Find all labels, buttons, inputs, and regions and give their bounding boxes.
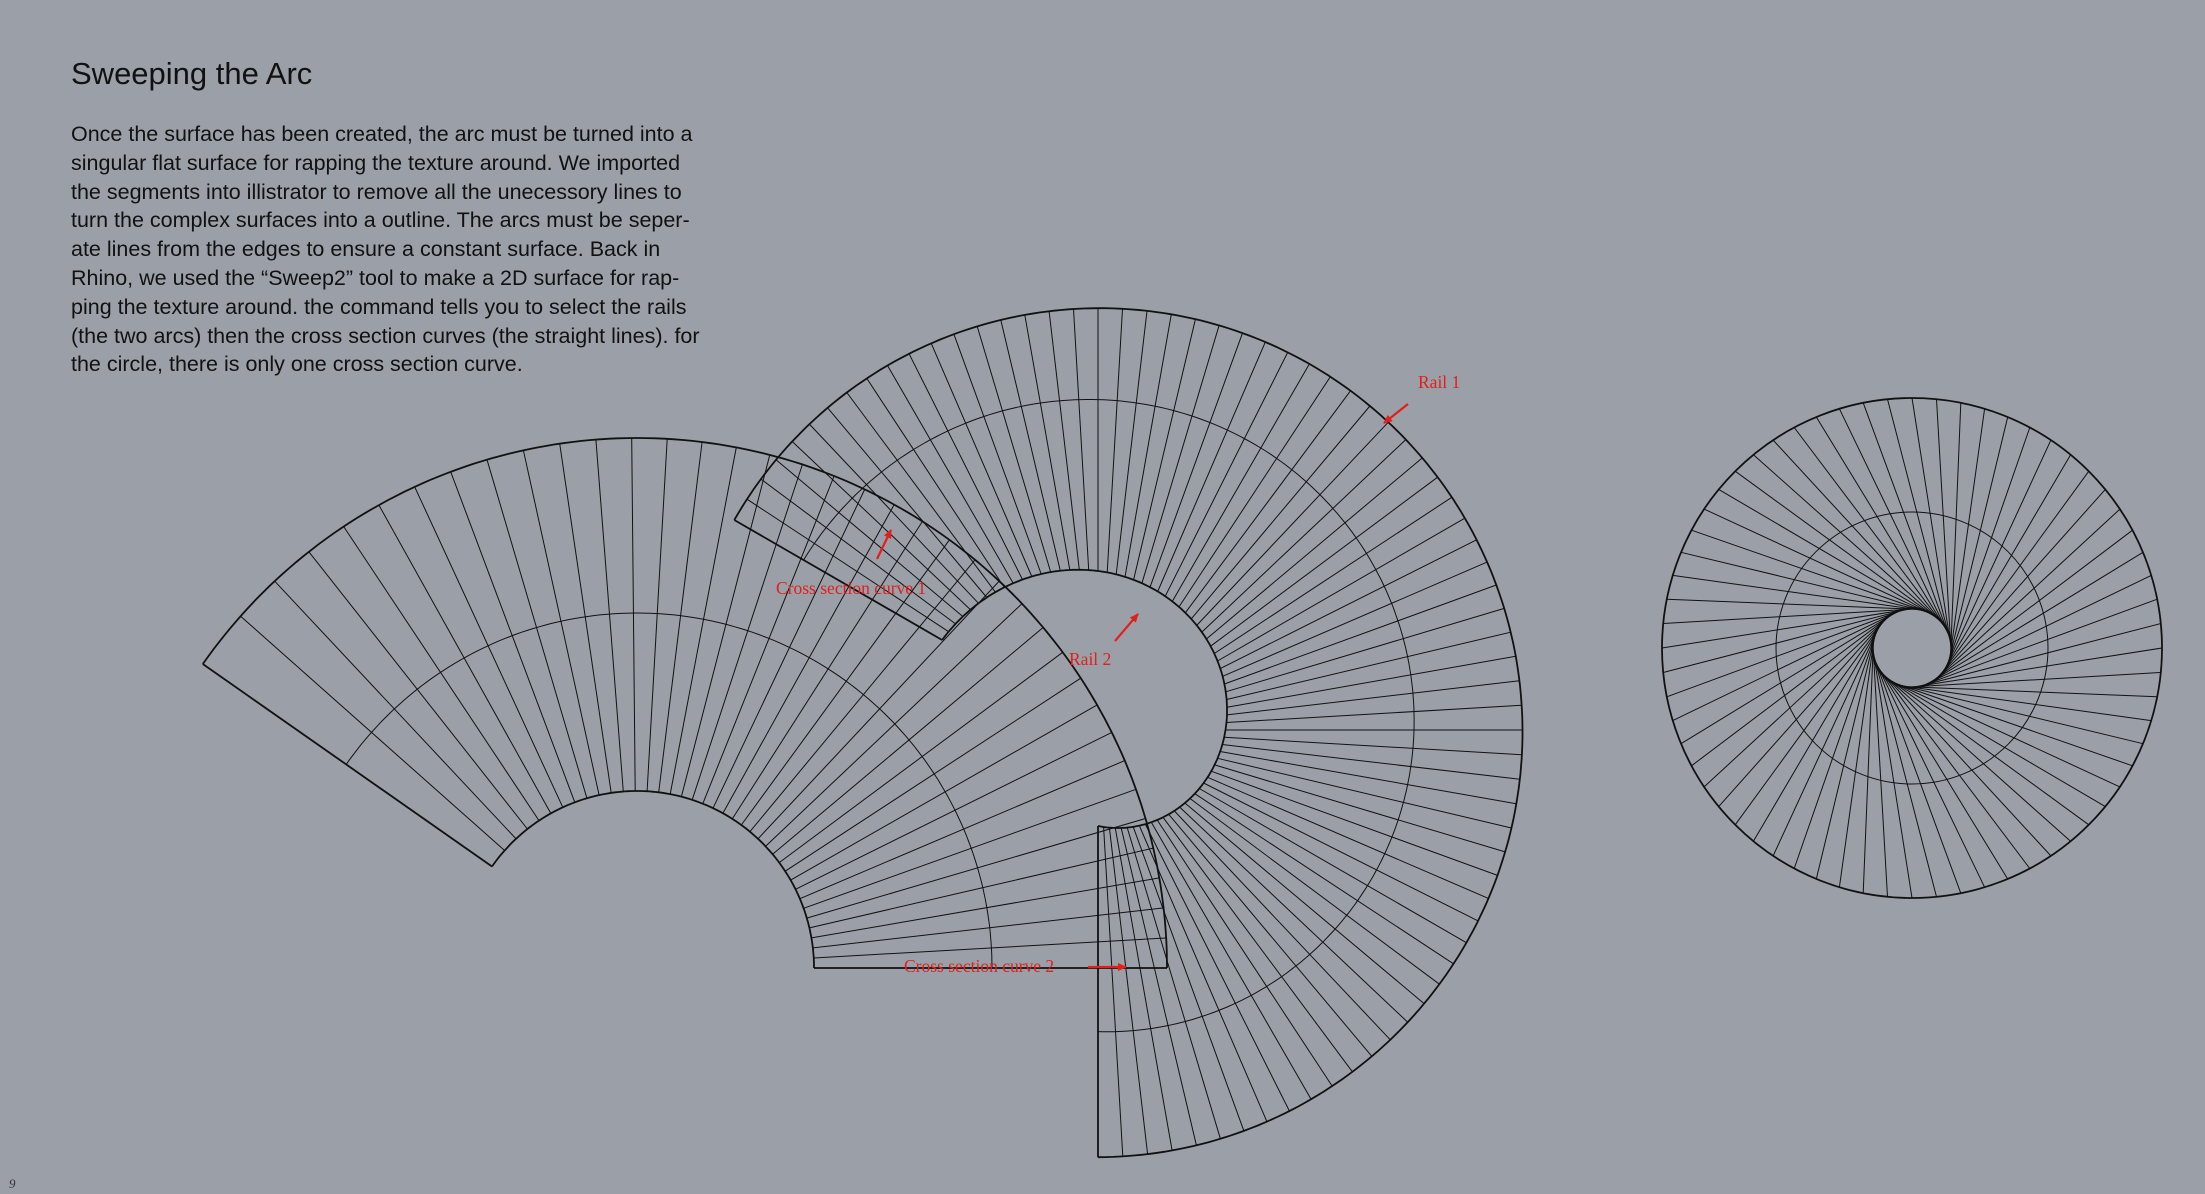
cross-section-line (1197, 422, 1389, 625)
cross-section-line (1001, 320, 1061, 571)
cross-section-line (1874, 660, 2008, 879)
cross-section-line (415, 487, 563, 807)
cross-section-line (1224, 585, 1496, 684)
cross-section-line (1753, 620, 1883, 841)
cross-section-line (1224, 737, 1522, 754)
cross-section-line (560, 444, 612, 793)
cross-section-line (1190, 799, 1439, 985)
rail-1-arrow (1384, 404, 1408, 423)
middle-curve (804, 400, 1415, 1032)
cross-section-line (1125, 314, 1171, 577)
cross-section-line (1887, 679, 2120, 787)
cross-section-line (1884, 677, 2105, 807)
cross-section-line (1211, 771, 1497, 875)
body-line: ate lines from the edges to ensure a constant surface. Back in (71, 237, 661, 262)
cross-section-line (758, 581, 999, 839)
cross-section-line (1227, 656, 1516, 707)
cross-section-line (1115, 828, 1172, 1150)
cross-section-line (1116, 311, 1147, 575)
cross-section-line (1180, 807, 1408, 1022)
rail-2-label: Rail 2 (1069, 649, 1112, 669)
cross-section-line (1924, 552, 2143, 686)
cross-section-line (309, 552, 528, 829)
cross-section-line (732, 521, 922, 819)
cross-section-line (828, 408, 987, 598)
cross-section-line (1735, 471, 1942, 622)
cross-section-line (1195, 794, 1454, 964)
cross-section-line (1134, 319, 1196, 580)
cross-section-line (766, 604, 1022, 847)
cross-section-line (1133, 827, 1244, 1131)
cross-section-line (1174, 811, 1390, 1040)
annotation-rail-2 (1069, 614, 1138, 669)
annotation-rail-1 (1384, 372, 1460, 423)
cross-section-line (909, 354, 1022, 580)
cross-section-line (1227, 681, 1519, 715)
cross-section-line (1948, 417, 2008, 667)
cross-section-line (1681, 610, 1900, 744)
cross-section-line (1179, 377, 1330, 607)
cross-section-line (1773, 623, 1881, 856)
cross-section-line (1881, 674, 2088, 825)
cross-section-line (1943, 440, 2051, 673)
middle-circle (1776, 512, 2048, 784)
cross-section-line (1950, 403, 1960, 659)
cross-section-line (1204, 783, 1479, 921)
cross-section-line (632, 438, 636, 791)
cross-section-line (1894, 684, 2144, 744)
cross-section-line (807, 819, 1146, 919)
cross-section-line (1735, 617, 1886, 824)
outer-rail-arc (203, 438, 1167, 968)
rail-1-curve (734, 308, 1522, 1157)
cross-section-line (1165, 352, 1288, 596)
cross-section-line (1223, 562, 1488, 676)
cross-section-line (723, 505, 894, 814)
cross-section-2-label: Cross section curve 2 (904, 956, 1055, 976)
cross-section-line (1941, 455, 2071, 676)
middle-arc (346, 613, 992, 968)
rail-2-arrow (1115, 614, 1138, 641)
cross-section-line (1931, 509, 2120, 683)
cross-section-line (1214, 497, 1452, 653)
body-line: (the two arcs) then the cross section curves (the straight lines). for (71, 323, 700, 348)
cross-section-line (1202, 440, 1406, 632)
cross-section-line (1142, 325, 1219, 583)
cross-section-line (1158, 342, 1266, 591)
cross-section-line (1704, 509, 1937, 617)
cross-section-line (814, 938, 1166, 958)
page-number: 9 (9, 1176, 16, 1191)
cross-section-line (1025, 315, 1070, 570)
cross-section-line (954, 334, 1041, 574)
body-line: the segments into illistrator to remove all the unecessory lines to (71, 179, 682, 204)
cross-section-line (1215, 765, 1506, 852)
cross-section-line (1185, 391, 1350, 613)
cross-section-line (1928, 530, 2133, 685)
rail-2-curve (942, 570, 1227, 828)
cross-section-line (1157, 820, 1332, 1086)
cross-section-line (1719, 489, 1940, 619)
cross-section-line (1226, 705, 1521, 722)
body-line: singular flat surface for rapping the texture around. We imported (71, 150, 681, 175)
cross-section-line (344, 527, 539, 821)
cross-section-line (1074, 309, 1089, 570)
cross-section-line (1191, 406, 1370, 619)
body-line: Rhino, we used the “Sweep2” tool to make a 2D surface for rap- (71, 265, 680, 290)
cross-section-line (692, 465, 802, 800)
cross-section-line (1704, 613, 1893, 787)
cross-section-line (1938, 471, 2089, 678)
cross-section-line (1877, 667, 2051, 856)
cross-section-line (1169, 814, 1372, 1056)
cross-section-line (1206, 458, 1422, 639)
cross-section-line (1139, 826, 1267, 1122)
cross-section-line (241, 616, 505, 850)
cross-section-line (809, 424, 978, 603)
circle-sweep-surface (1662, 398, 2162, 898)
cross-section-line (1692, 611, 1897, 766)
cross-section-line (1816, 630, 1876, 880)
cross-section-line (379, 505, 551, 813)
cross-section-line (1681, 552, 1931, 612)
cross-section-line (1163, 817, 1352, 1072)
cross-section-line (1220, 752, 1516, 804)
cross-section-line (1875, 664, 2030, 869)
body-line: Once the surface has been created, the arc must be turned into a (71, 122, 693, 146)
cross-section-line (1218, 758, 1512, 828)
cross-section-line (1208, 777, 1489, 898)
cross-section-line (596, 440, 623, 792)
page-title: Sweeping the Arc (71, 56, 313, 91)
cross-section-line (1150, 333, 1243, 587)
body-line: turn the complex surfaces into a outline. The arcs must be seper- (71, 208, 690, 233)
cross-section-line (275, 581, 516, 839)
cross-section-line (1049, 311, 1079, 570)
cross-section-line (1127, 828, 1220, 1139)
cross-section-line (1863, 637, 1873, 893)
body-line: the circle, there is only one cross section curve. (71, 352, 523, 377)
annotation-cross-section-2 (904, 956, 1126, 976)
cross-section-edge (203, 664, 492, 867)
cross-section-line (1227, 632, 1511, 699)
cross-section-line (647, 439, 667, 791)
cross-section-line (1211, 477, 1438, 646)
inner-rail-arc (492, 791, 814, 968)
cross-section-line (1816, 417, 1950, 636)
cross-section-line (796, 732, 1112, 889)
body-line: ping the texture around. the command tells you to select the rails (71, 294, 687, 319)
rail-1-label: Rail 1 (1418, 372, 1461, 392)
cross-section-line (1226, 608, 1505, 691)
cross-section-line (773, 628, 1044, 855)
cross-section-line (1773, 440, 1947, 629)
spiral-sweep-surface (734, 308, 1522, 1157)
cross-section-line (451, 472, 575, 803)
cross-section-1-label: Cross section curve 1 (776, 578, 927, 598)
cross-section-line (1222, 745, 1520, 780)
cross-section-line (888, 366, 1014, 584)
cross-section-line (1107, 309, 1122, 573)
flat-arc-surface (203, 438, 1167, 968)
cross-section-line (1218, 518, 1465, 661)
cross-section-line (1667, 599, 1923, 609)
cross-section-line (791, 705, 1097, 880)
cross-section-line (1794, 428, 1949, 633)
cross-section-line (1901, 686, 2157, 696)
cross-section-line (1104, 827, 1123, 1156)
cross-section-line (867, 378, 1004, 587)
